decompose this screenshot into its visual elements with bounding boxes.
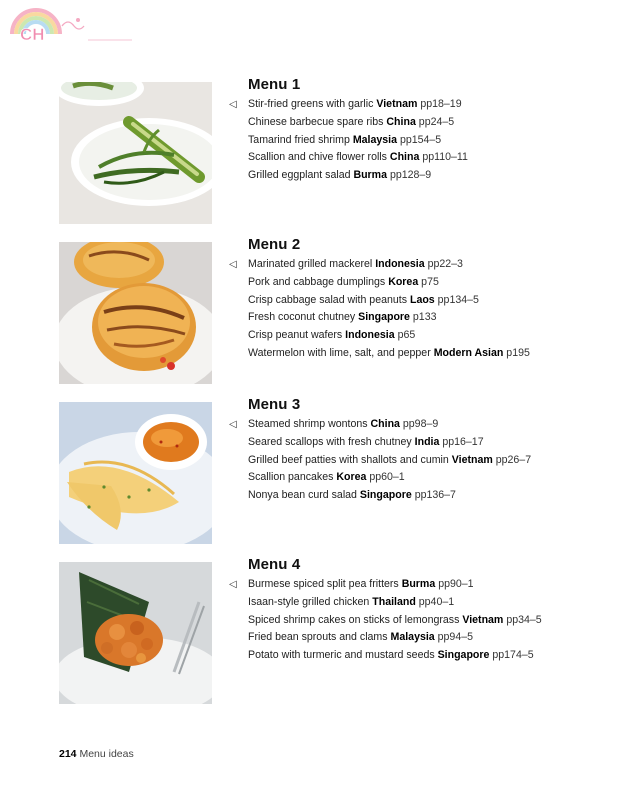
list-item: Nonya bean curd salad Singapore pp136–7	[248, 489, 456, 502]
list-item: Crisp peanut wafers Indonesia p65	[248, 329, 416, 342]
menu-4-list	[248, 576, 542, 665]
pointer-arrow-icon: ◁	[229, 99, 237, 110]
list-item: Burmese spiced split pea fritters Burma pp90–1	[248, 578, 474, 590]
list-item: Fresh coconut chutney Singapore p133	[248, 311, 437, 324]
list-item: Crisp cabbage salad with peanuts Laos pp134–5	[248, 293, 479, 306]
list-item: Chinese barbecue spare ribs China pp24–5	[248, 115, 455, 128]
list-item: Scallion pancakes Korea pp60–1	[248, 471, 405, 484]
svg-text:CH: CH	[20, 25, 45, 44]
pointer-arrow-icon: ◁	[229, 419, 237, 430]
menu-3-photo	[59, 402, 212, 544]
list-item: Scallion and chive flower rolls China pp110–11	[248, 151, 468, 164]
list-item: Marinated grilled mackerel Indonesia pp22–3	[248, 258, 463, 270]
menu-3-title: Menu 3	[248, 396, 301, 413]
site-logo	[4, 4, 134, 46]
list-item: Stir-fried greens with garlic Vietnam pp18–19	[248, 98, 462, 110]
list-item: Grilled beef patties with shallots and cumin Vietnam pp26–7	[248, 453, 532, 466]
menu-1-photo	[59, 82, 212, 224]
menu-2-photo	[59, 242, 212, 384]
list-item: Fried bean sprouts and clams Malaysia pp94–5	[248, 631, 473, 644]
menu-1-title: Menu 1	[248, 76, 301, 93]
section-name: Menu ideas	[79, 748, 134, 760]
menu-2-title: Menu 2	[248, 236, 301, 253]
page-footer	[59, 748, 134, 760]
pointer-arrow-icon: ◁	[229, 579, 237, 590]
list-item: Seared scallops with fresh chutney India pp16–17	[248, 435, 484, 448]
list-item: Grilled eggplant salad Burma pp128–9	[248, 169, 432, 182]
list-item: Watermelon with lime, salt, and pepper Modern Asian p195	[248, 346, 530, 359]
menu-4-title: Menu 4	[248, 556, 301, 573]
pointer-arrow-icon: ◁	[229, 259, 237, 270]
page-number: 214	[59, 748, 77, 760]
menu-1-list	[248, 96, 468, 185]
menu-3-list	[248, 416, 531, 505]
list-item: Tamarind fried shrimp Malaysia pp154–5	[248, 133, 442, 146]
list-item: Steamed shrimp wontons China pp98–9	[248, 418, 439, 430]
list-item: Spiced shrimp cakes on sticks of lemongrass Vietnam pp34–5	[248, 613, 542, 626]
menu-2-list	[248, 256, 530, 363]
list-item: Pork and cabbage dumplings Korea p75	[248, 275, 439, 288]
list-item: Isaan-style grilled chicken Thailand pp40–1	[248, 595, 455, 608]
list-item: Potato with turmeric and mustard seeds Singapore pp174–5	[248, 649, 534, 662]
menu-4-photo	[59, 562, 212, 704]
